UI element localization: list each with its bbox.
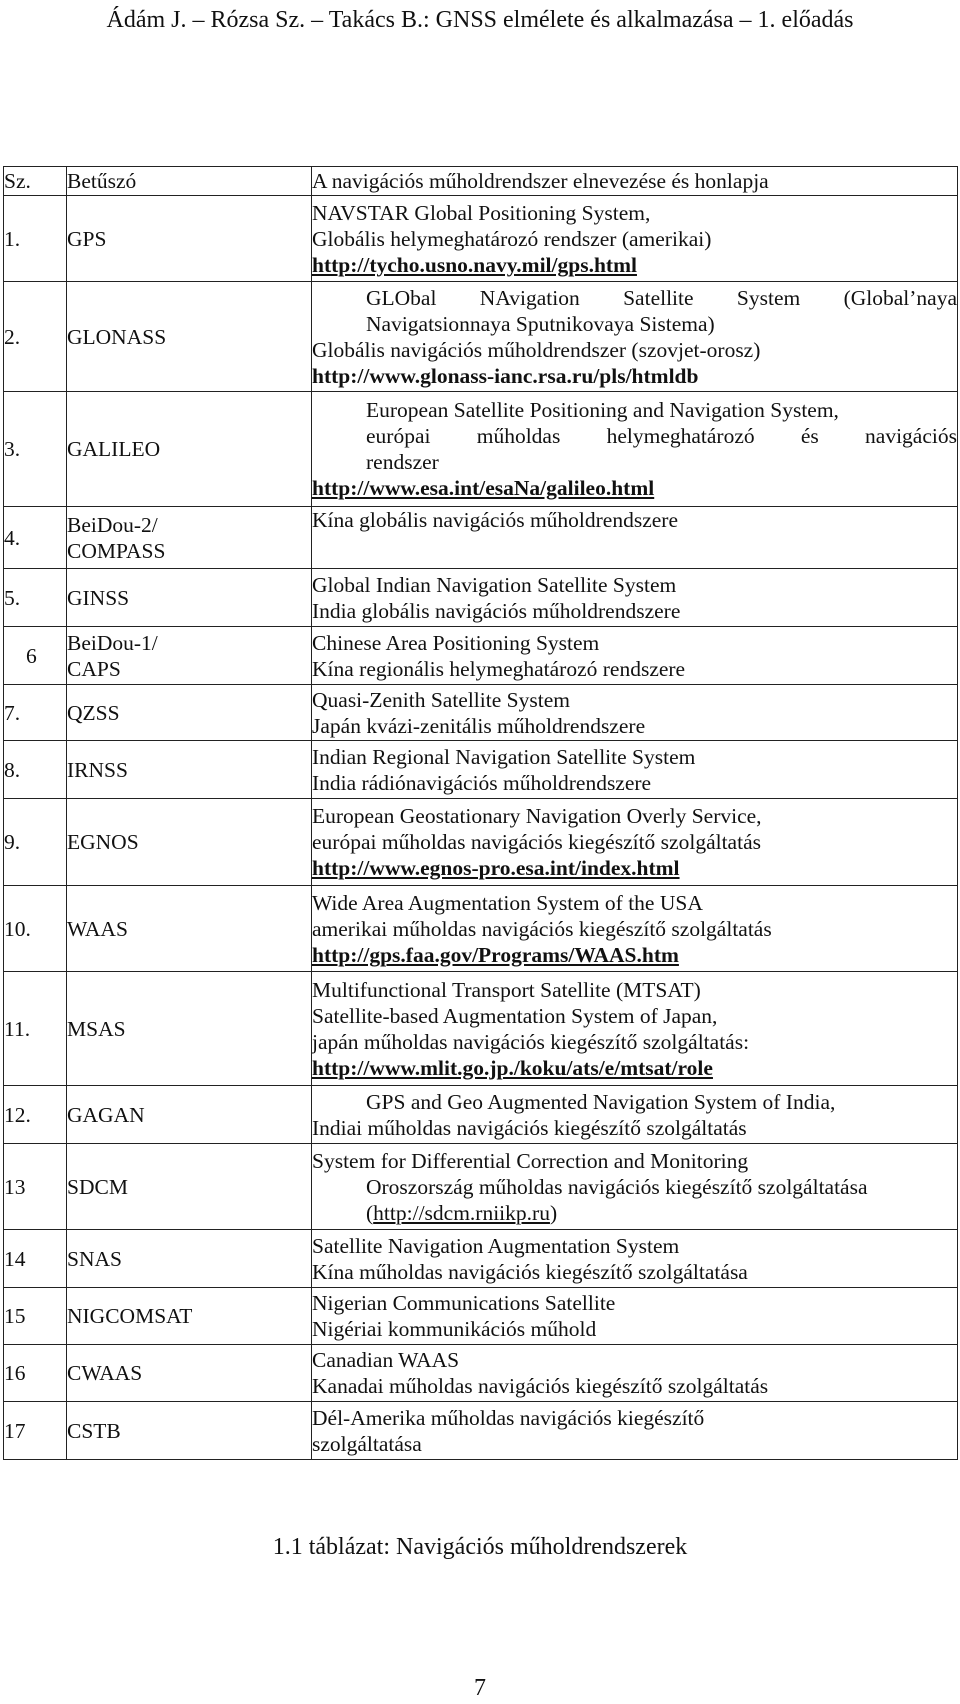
table-row <box>4 1345 958 1402</box>
row-acronym <box>67 507 312 569</box>
description-line: Kína globális navigációs műholdrendszere <box>312 508 678 532</box>
table-row <box>4 741 958 799</box>
table-row <box>4 1402 958 1460</box>
description-line: Nigériai kommunikációs műhold <box>312 1317 597 1341</box>
column-header-number: Sz. <box>4 167 67 196</box>
row-acronym: CSTB <box>67 1402 312 1460</box>
page-header: Ádám J. – Rózsa Sz. – Takács B.: GNSS elmélete és alkalmazása – 1. előadás <box>106 7 854 33</box>
row-description <box>312 392 958 507</box>
description-line: India globális navigációs műholdrendszere <box>312 598 681 623</box>
row-description <box>312 569 958 627</box>
row-number: 11. <box>4 972 67 1086</box>
row-acronym: CWAAS <box>67 1345 312 1402</box>
column-header-description: A navigációs műholdrendszer elnevezése és honlapja <box>312 167 958 196</box>
row-acronym: NIGCOMSAT <box>67 1288 312 1345</box>
row-acronym: SNAS <box>67 1230 312 1288</box>
acronym-line: CAPS <box>67 656 121 681</box>
row-description <box>312 886 958 972</box>
row-acronym: QZSS <box>67 685 312 741</box>
description-line: Navigatsionnaya Sputnikovaya Sistema) <box>366 311 715 336</box>
row-acronym: EGNOS <box>67 799 312 886</box>
row-number: 17 <box>4 1402 67 1460</box>
description-line: European Geostationary Navigation Overly Service, <box>312 804 762 828</box>
row-acronym <box>67 627 312 685</box>
description-line: Indiai műholdas navigációs kiegészítő szolgáltatás <box>312 1115 747 1140</box>
row-acronym: GINSS <box>67 569 312 627</box>
description-line: Chinese Area Positioning System <box>312 630 600 655</box>
row-description <box>312 1402 958 1460</box>
table-row <box>4 282 958 392</box>
row-description <box>312 1345 958 1402</box>
description-line: System for Differential Correction and Monitoring <box>312 1148 749 1173</box>
table-caption: 1.1 táblázat: Navigációs műholdrendszerek <box>272 1534 688 1560</box>
description-line: európai műholdas helymeghatározó és navigációs <box>366 424 957 448</box>
row-description <box>312 799 958 886</box>
row-acronym: SDCM <box>67 1144 312 1230</box>
table-row <box>4 886 958 972</box>
description-line: GPS and Geo Augmented Navigation System of India, <box>366 1089 836 1114</box>
description-line: Satellite Navigation Augmentation System <box>312 1233 680 1258</box>
table-row <box>4 799 958 886</box>
gnss-systems-table <box>3 166 958 1460</box>
description-line: Wide Area Augmentation System of the USA <box>312 890 703 915</box>
row-number: 10. <box>4 886 67 972</box>
row-number: 13 <box>4 1144 67 1230</box>
row-number: 12. <box>4 1086 67 1144</box>
description-line: Satellite-based Augmentation System of Japan, <box>312 1003 718 1028</box>
row-number: 15 <box>4 1288 67 1345</box>
acronym-line: COMPASS <box>67 538 166 563</box>
acronym-line: BeiDou-1/ <box>67 630 158 655</box>
table-row <box>4 1288 958 1345</box>
row-number: 2. <box>4 282 67 392</box>
row-description <box>312 1288 958 1345</box>
table-row <box>4 685 958 741</box>
row-number: 7. <box>4 685 67 741</box>
description-line: Global Indian Navigation Satellite System <box>312 572 677 597</box>
description-line: Canadian WAAS <box>312 1348 460 1372</box>
row-description <box>312 1230 958 1288</box>
row-number: 14 <box>4 1230 67 1288</box>
description-line: Japán kvázi-zenitális műholdrendszere <box>312 713 646 738</box>
description-line: NAVSTAR Global Positioning System, <box>312 200 651 225</box>
description-line: amerikai műholdas navigációs kiegészítő szolgáltatás <box>312 916 772 941</box>
description-line: Globális navigációs műholdrendszer (szovjet-orosz) <box>312 337 761 362</box>
description-line: Multifunctional Transport Satellite (MTSAT) <box>312 977 701 1002</box>
paren-close: ) <box>549 1200 558 1225</box>
homepage-link[interactable]: http://www.egnos-pro.esa.int/index.html <box>312 856 680 880</box>
table-row <box>4 392 958 507</box>
table-row <box>4 1230 958 1288</box>
homepage-link[interactable]: http://tycho.usno.navy.mil/gps.html <box>312 252 637 277</box>
description-line: európai műholdas navigációs kiegészítő szolgáltatás <box>312 830 761 854</box>
table-row <box>4 972 958 1086</box>
row-description <box>312 972 958 1086</box>
description-line: GLObal NAvigation Satellite System (Global’naya <box>366 285 957 310</box>
homepage-link[interactable]: http://sdcm.rniikp.ru <box>373 1200 550 1225</box>
description-line: Kína regionális helymeghatározó rendszere <box>312 656 686 681</box>
description-line: Oroszország műholdas navigációs kiegészítő szolgáltatása <box>366 1174 868 1199</box>
table-row <box>4 627 958 685</box>
row-number: 9. <box>4 799 67 886</box>
row-number: 3. <box>4 392 67 507</box>
description-line: European Satellite Positioning and Navigation System, <box>366 398 839 422</box>
row-number: 6 <box>4 627 67 685</box>
acronym-line: BeiDou-2/ <box>67 512 158 537</box>
homepage-link[interactable]: http://www.mlit.go.jp./koku/ats/e/mtsat/role <box>312 1055 713 1080</box>
row-description <box>312 627 958 685</box>
row-description <box>312 685 958 741</box>
description-line: India rádiónavigációs műholdrendszere <box>312 770 652 795</box>
homepage-link[interactable]: http://www.esa.int/esaNa/galileo.html <box>312 476 655 500</box>
row-description <box>312 1086 958 1144</box>
description-line <box>312 1200 957 1226</box>
row-number: 16 <box>4 1345 67 1402</box>
homepage-link[interactable]: http://www.glonass-ianc.rsa.ru/pls/htmldb <box>312 363 699 388</box>
row-acronym: IRNSS <box>67 741 312 799</box>
description-line: Kanadai műholdas navigációs kiegészítő szolgáltatás <box>312 1374 769 1398</box>
row-acronym: GALILEO <box>67 392 312 507</box>
description-line: Kína műholdas navigációs kiegészítő szolgáltatása <box>312 1259 748 1284</box>
page-number: 7 <box>474 1675 486 1701</box>
description-line: japán műholdas navigációs kiegészítő szolgáltatás: <box>312 1029 750 1054</box>
row-number: 8. <box>4 741 67 799</box>
description-line: Quasi-Zenith Satellite System <box>312 687 570 712</box>
homepage-link[interactable]: http://gps.faa.gov/Programs/WAAS.htm <box>312 942 679 967</box>
row-number: 4. <box>4 507 67 569</box>
row-description <box>312 1144 958 1230</box>
row-description <box>312 507 958 569</box>
row-acronym: GLONASS <box>67 282 312 392</box>
table-row <box>4 1086 958 1144</box>
row-acronym: GPS <box>67 196 312 282</box>
description-line: Nigerian Communications Satellite <box>312 1291 616 1315</box>
column-header-acronym: Betűszó <box>67 167 312 196</box>
paren-open: ( <box>366 1200 374 1225</box>
table-header-row <box>4 167 958 196</box>
description-line: Globális helymeghatározó rendszer (amerikai) <box>312 226 712 251</box>
table-row <box>4 196 958 282</box>
row-acronym: WAAS <box>67 886 312 972</box>
row-number: 5. <box>4 569 67 627</box>
table-row <box>4 1144 958 1230</box>
description-line: rendszer <box>366 450 439 474</box>
table-row <box>4 507 958 569</box>
row-description <box>312 282 958 392</box>
row-acronym: MSAS <box>67 972 312 1086</box>
row-description <box>312 196 958 282</box>
description-line: szolgáltatása <box>312 1431 422 1456</box>
description-line: Indian Regional Navigation Satellite System <box>312 744 696 769</box>
table-row <box>4 569 958 627</box>
row-number: 1. <box>4 196 67 282</box>
row-acronym: GAGAN <box>67 1086 312 1144</box>
row-description <box>312 741 958 799</box>
description-line: Dél-Amerika műholdas navigációs kiegészítő <box>312 1405 705 1430</box>
